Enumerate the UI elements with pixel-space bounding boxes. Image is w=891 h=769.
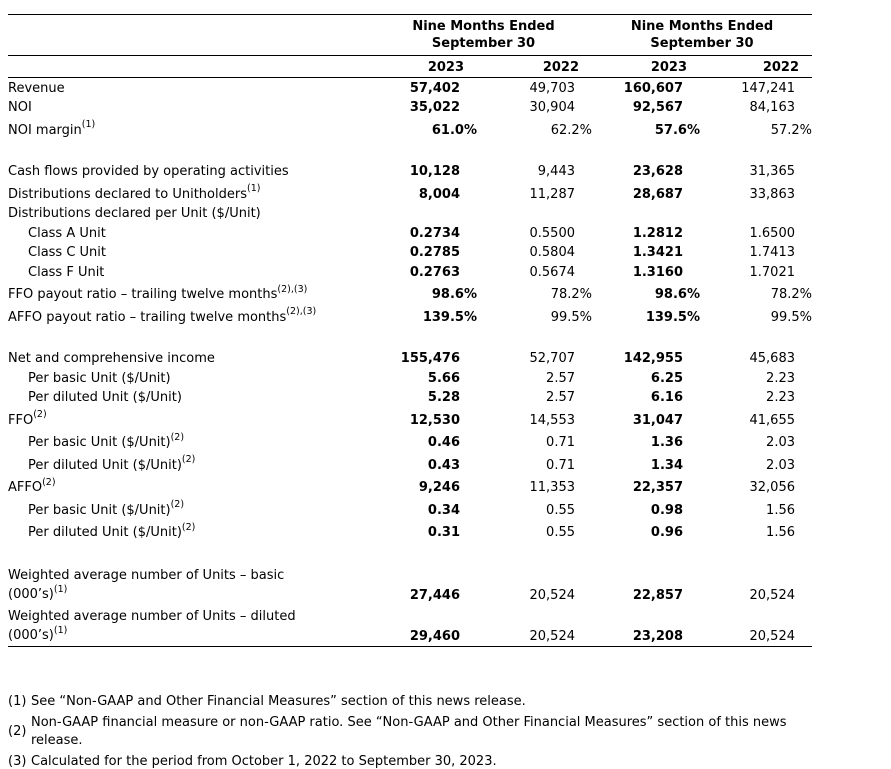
row-label bbox=[8, 454, 375, 475]
value-cell: 78.2% bbox=[550, 287, 592, 302]
value-cell: 23,208 bbox=[632, 629, 683, 644]
value-cell: 1.34 bbox=[650, 457, 683, 473]
value-cell: 0.71 bbox=[546, 457, 575, 473]
value-cell: 33,863 bbox=[749, 186, 795, 202]
table-row-distributions-declared bbox=[8, 181, 812, 204]
footnote-marker: (2) bbox=[8, 724, 27, 739]
value-cell: 2.57 bbox=[546, 390, 575, 405]
year-header-cell: 2023 bbox=[650, 60, 687, 75]
column-group-header-2 bbox=[592, 18, 812, 52]
value-cell: 61.0% bbox=[431, 122, 477, 138]
row-label-text: Revenue bbox=[8, 80, 65, 96]
row-label bbox=[8, 183, 375, 204]
value-cell: 10,128 bbox=[409, 164, 460, 179]
value-cell: 0.71 bbox=[546, 435, 575, 450]
superscript-note-ref: (2),(3) bbox=[286, 306, 317, 318]
superscript-note-ref: (2) bbox=[181, 454, 196, 466]
row-label bbox=[8, 409, 375, 430]
value-cell: 2.23 bbox=[766, 370, 795, 386]
value-cell: 92,567 bbox=[632, 100, 683, 115]
value-cell: 2.23 bbox=[766, 390, 795, 405]
row-label bbox=[8, 566, 375, 605]
value-cell: 0.43 bbox=[427, 457, 460, 473]
value-cell: 0.31 bbox=[427, 525, 460, 540]
row-label-line2 bbox=[8, 626, 375, 645]
value-cell: 139.5% bbox=[645, 309, 700, 325]
value-cell: 0.5804 bbox=[529, 245, 575, 260]
group-header-line1: Nine Months Ended bbox=[630, 19, 774, 34]
row-label-text: Per diluted Unit ($/Unit) bbox=[28, 525, 182, 540]
row-label-text: (000’s) bbox=[8, 587, 54, 602]
table-row-ffo-per-basic-unit bbox=[8, 430, 812, 453]
value-cell: 29,460 bbox=[409, 629, 460, 644]
value-cell: 99.5% bbox=[770, 309, 812, 325]
row-label-text: Class C Unit bbox=[28, 245, 107, 260]
row-label bbox=[8, 499, 375, 520]
row-label bbox=[8, 244, 375, 262]
superscript-note-ref: (2),(3) bbox=[277, 283, 308, 295]
footnotes bbox=[8, 693, 808, 769]
footnote-text: Calculated for the period from October 1, 2022 to September 30, 2023. bbox=[31, 754, 497, 769]
footnote-1 bbox=[8, 693, 808, 711]
value-cell: 57.2% bbox=[770, 122, 812, 138]
value-cell: 160,607 bbox=[623, 80, 683, 96]
value-cell: 9,443 bbox=[537, 164, 575, 179]
row-label-text: Per diluted Unit ($/Unit) bbox=[28, 457, 182, 473]
row-label-text: Per basic Unit ($/Unit) bbox=[28, 435, 171, 450]
year-header-cell: 2022 bbox=[762, 60, 799, 75]
value-cell: 78.2% bbox=[770, 287, 812, 302]
superscript-note-ref: (2) bbox=[33, 409, 47, 421]
value-cell: 0.2734 bbox=[409, 225, 460, 241]
superscript-note-ref: (2) bbox=[181, 521, 196, 533]
table-rule-bottom bbox=[8, 646, 812, 647]
value-cell: 9,246 bbox=[418, 480, 460, 495]
value-cell: 98.6% bbox=[654, 287, 700, 302]
value-cell: 62.2% bbox=[550, 122, 592, 138]
footnote-3 bbox=[8, 753, 808, 769]
footnote-marker: (1) bbox=[8, 694, 27, 709]
row-label-text: AFFO bbox=[8, 480, 43, 495]
row-label bbox=[8, 99, 375, 117]
group-header-line1: Nine Months Ended bbox=[412, 19, 555, 34]
value-cell: 20,524 bbox=[749, 629, 795, 644]
superscript-note-ref: (1) bbox=[81, 119, 96, 131]
row-label bbox=[8, 80, 375, 98]
value-cell: 2.03 bbox=[766, 457, 795, 473]
value-cell: 1.36 bbox=[650, 435, 683, 450]
row-label bbox=[8, 521, 375, 542]
superscript-note-ref: (2) bbox=[170, 431, 185, 443]
value-cell bbox=[375, 222, 477, 223]
table-row-cash-flows bbox=[8, 162, 812, 182]
value-cell: 32,056 bbox=[749, 480, 795, 495]
value-cell: 0.55 bbox=[546, 525, 575, 540]
row-label bbox=[8, 350, 375, 368]
row-label-text: (000’s) bbox=[8, 628, 54, 643]
footnote-marker: (3) bbox=[8, 754, 27, 769]
row-label bbox=[8, 607, 375, 646]
value-cell: 0.55 bbox=[546, 502, 575, 518]
value-cell: 1.2812 bbox=[632, 225, 683, 241]
value-cell: 1.6500 bbox=[749, 225, 795, 241]
group-header-line2: September 30 bbox=[431, 36, 536, 51]
table-row-affo-per-diluted-unit bbox=[8, 520, 812, 543]
value-cell: 98.6% bbox=[431, 287, 477, 302]
value-cell: 49,703 bbox=[529, 80, 575, 96]
row-label-text: FFO bbox=[8, 412, 34, 428]
value-cell: 147,241 bbox=[741, 80, 795, 96]
value-cell: 0.96 bbox=[650, 525, 683, 540]
row-label-text: Per diluted Unit ($/Unit) bbox=[28, 390, 182, 405]
table-row-class-c-unit bbox=[8, 243, 812, 263]
row-label bbox=[8, 389, 375, 407]
table-row-weighted-avg-units-basic bbox=[8, 564, 812, 605]
value-cell: 22,857 bbox=[632, 588, 683, 603]
row-label-line2 bbox=[8, 585, 375, 604]
table-row-affo-per-basic-unit bbox=[8, 497, 812, 520]
value-cell: 22,357 bbox=[632, 480, 683, 495]
value-cell: 1.3421 bbox=[632, 245, 683, 260]
value-cell: 28,687 bbox=[632, 186, 683, 202]
superscript-note-ref: (2) bbox=[42, 476, 56, 488]
row-label-text: Distributions declared to Unitholders bbox=[8, 186, 247, 202]
value-cell: 23,628 bbox=[632, 164, 683, 179]
year-header-cell: 2022 bbox=[542, 60, 579, 75]
table-row-noi-margin bbox=[8, 117, 812, 140]
row-label-line1: Weighted average number of Units – diluted bbox=[8, 609, 296, 624]
value-cell bbox=[477, 222, 592, 223]
value-cell: 11,353 bbox=[529, 480, 575, 495]
superscript-note-ref: (1) bbox=[246, 183, 261, 195]
table-row-ni-per-diluted-unit bbox=[8, 388, 812, 408]
row-label-text: Net and comprehensive income bbox=[8, 351, 215, 366]
value-cell: 0.5500 bbox=[529, 225, 575, 241]
row-label-text: AFFO payout ratio – trailing twelve months bbox=[8, 309, 287, 325]
row-label bbox=[8, 163, 375, 181]
value-cell: 5.66 bbox=[427, 370, 460, 386]
table-row-weighted-avg-units-diluted bbox=[8, 605, 812, 646]
value-cell: 1.56 bbox=[766, 502, 795, 518]
table-row-class-a-unit bbox=[8, 223, 812, 243]
value-cell: 0.46 bbox=[427, 435, 460, 450]
value-cell: 6.16 bbox=[650, 390, 683, 405]
row-label-text: Per basic Unit ($/Unit) bbox=[28, 502, 171, 518]
row-label bbox=[8, 205, 375, 223]
value-cell: 1.56 bbox=[766, 525, 795, 540]
value-cell: 45,683 bbox=[749, 351, 795, 366]
year-header-cell: 2023 bbox=[427, 60, 464, 75]
table-row-net-income bbox=[8, 349, 812, 369]
value-cell: 57.6% bbox=[654, 122, 700, 138]
year-header-row bbox=[8, 56, 812, 77]
table-row-ffo-payout-ratio bbox=[8, 282, 812, 305]
row-label-text: NOI margin bbox=[8, 122, 82, 138]
spacer-row bbox=[8, 542, 812, 564]
table-row-affo bbox=[8, 475, 812, 498]
table-row-affo-payout-ratio bbox=[8, 304, 812, 327]
column-group-header-1 bbox=[375, 18, 592, 52]
value-cell: 8,004 bbox=[418, 186, 460, 202]
financial-summary-table bbox=[8, 14, 812, 647]
row-label bbox=[8, 225, 375, 243]
row-label-text: NOI bbox=[8, 100, 32, 115]
value-cell: 31,047 bbox=[632, 412, 683, 428]
group-header-line2: September 30 bbox=[650, 36, 754, 51]
row-label bbox=[8, 431, 375, 452]
value-cell: 30,904 bbox=[529, 100, 575, 115]
value-cell: 142,955 bbox=[623, 351, 683, 366]
value-cell: 0.5674 bbox=[529, 264, 575, 280]
row-label-text: Class A Unit bbox=[28, 225, 106, 241]
table-row-class-f-unit bbox=[8, 262, 812, 282]
value-cell bbox=[700, 222, 812, 223]
value-cell: 1.7021 bbox=[749, 264, 795, 280]
table-row-ni-per-basic-unit bbox=[8, 368, 812, 388]
value-cell: 41,655 bbox=[749, 412, 795, 428]
value-cell: 20,524 bbox=[529, 588, 575, 603]
table-row-ffo bbox=[8, 407, 812, 430]
value-cell: 31,365 bbox=[749, 164, 795, 179]
value-cell: 0.34 bbox=[427, 502, 460, 518]
value-cell: 84,163 bbox=[749, 100, 795, 115]
value-cell: 27,446 bbox=[409, 588, 460, 603]
table-row-revenue bbox=[8, 78, 812, 98]
value-cell: 155,476 bbox=[400, 351, 460, 366]
table-row-noi bbox=[8, 98, 812, 118]
row-label bbox=[8, 370, 375, 388]
value-cell: 0.98 bbox=[650, 502, 683, 518]
value-cell: 0.2763 bbox=[409, 264, 460, 280]
value-cell: 11,287 bbox=[529, 186, 575, 202]
table-row-distributions-per-unit bbox=[8, 204, 812, 224]
value-cell: 1.7413 bbox=[749, 245, 795, 260]
spacer-row bbox=[8, 140, 812, 162]
row-label-text: Distributions declared per Unit ($/Unit) bbox=[8, 206, 261, 221]
value-cell: 2.57 bbox=[546, 370, 575, 386]
row-label bbox=[8, 119, 375, 140]
row-label-line1: Weighted average number of Units – basic bbox=[8, 568, 285, 583]
value-cell: 0.2785 bbox=[409, 245, 460, 260]
row-label bbox=[8, 264, 375, 282]
value-cell: 5.28 bbox=[427, 390, 460, 405]
table-row-ffo-per-diluted-unit bbox=[8, 452, 812, 475]
row-label bbox=[8, 283, 375, 304]
value-cell: 20,524 bbox=[529, 629, 575, 644]
value-cell: 57,402 bbox=[409, 80, 460, 96]
group-header-spacer bbox=[8, 18, 375, 52]
row-label bbox=[8, 476, 375, 497]
row-label-text: Cash flows provided by operating activities bbox=[8, 164, 289, 179]
row-label-text: Class F Unit bbox=[28, 264, 105, 280]
value-cell: 52,707 bbox=[529, 351, 575, 366]
value-cell: 139.5% bbox=[422, 309, 477, 325]
value-cell: 35,022 bbox=[409, 100, 460, 115]
spacer-row bbox=[8, 327, 812, 349]
value-cell: 6.25 bbox=[650, 370, 683, 386]
value-cell: 2.03 bbox=[766, 435, 795, 450]
value-cell: 20,524 bbox=[749, 588, 795, 603]
superscript-note-ref: (2) bbox=[170, 499, 185, 511]
superscript-note-ref: (1) bbox=[53, 583, 68, 595]
value-cell bbox=[592, 222, 700, 223]
superscript-note-ref: (1) bbox=[53, 624, 68, 636]
row-label-text: Per basic Unit ($/Unit) bbox=[28, 370, 171, 386]
value-cell: 14,553 bbox=[529, 412, 575, 428]
value-cell: 1.3160 bbox=[632, 264, 683, 280]
footnote-text: See “Non-GAAP and Other Financial Measures” section of this news release. bbox=[31, 694, 526, 709]
value-cell: 99.5% bbox=[550, 309, 592, 325]
column-group-header-row bbox=[8, 15, 812, 55]
footnote-text: Non-GAAP financial measure or non-GAAP ratio. See “Non-GAAP and Other Financial Measures” section of this news release. bbox=[31, 715, 787, 748]
row-label bbox=[8, 306, 375, 327]
footnote-2 bbox=[8, 714, 808, 750]
row-label-text: FFO payout ratio – trailing twelve months bbox=[8, 287, 278, 302]
value-cell: 12,530 bbox=[409, 412, 460, 428]
